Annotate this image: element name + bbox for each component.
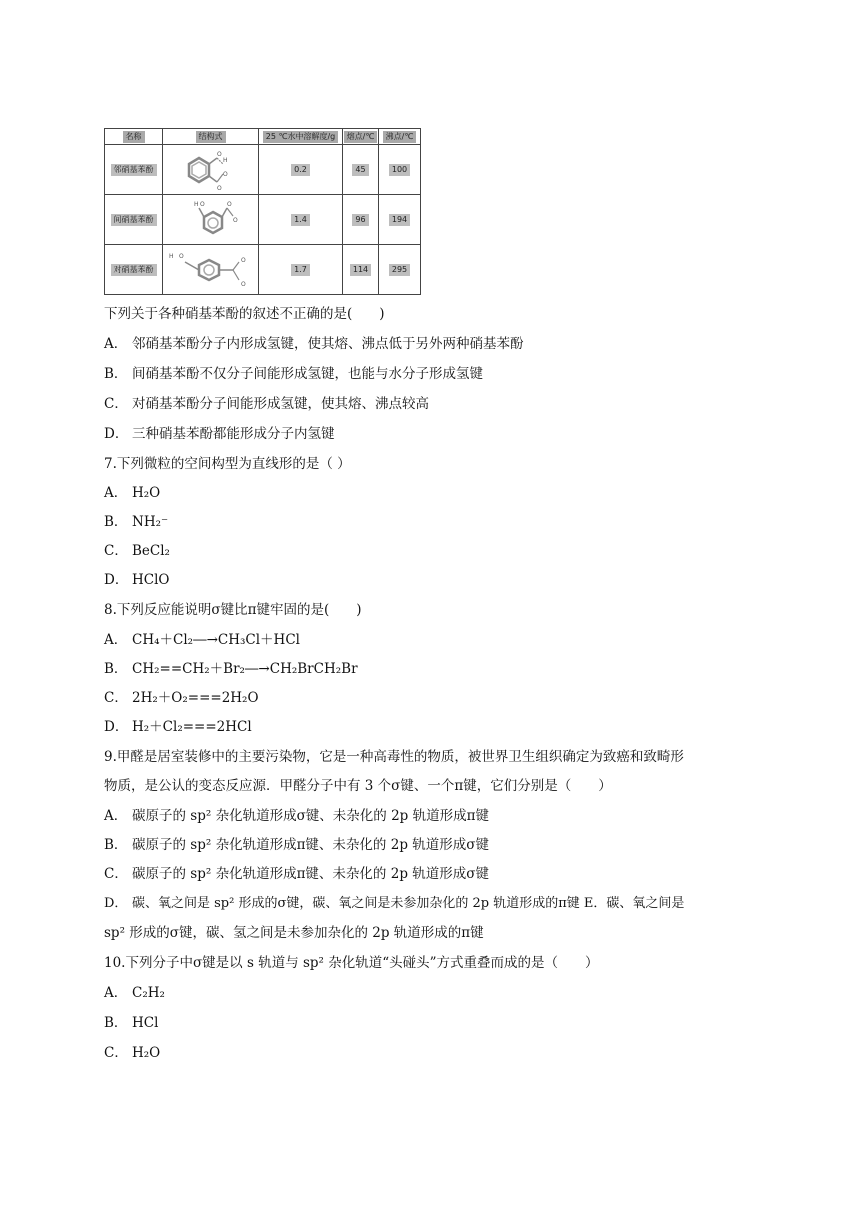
header-name: 名称 bbox=[105, 129, 163, 145]
q7-option-d: D． HClO bbox=[104, 572, 170, 588]
header-solubility: 25 ℃水中溶解度/g bbox=[259, 129, 343, 145]
q9-option-a: A． 碳原子的 sp² 杂化轨道形成σ键、未杂化的 2p 轨道形成π键 bbox=[104, 808, 489, 824]
q8-option-d: D． H₂＋Cl₂===2HCl bbox=[104, 719, 252, 735]
q8-option-c: C． 2H₂＋O₂===2H₂O bbox=[104, 690, 259, 706]
svg-text:O: O bbox=[226, 200, 232, 208]
q6-option-d: D． 三种硝基苯酚都能形成分子内氢键 bbox=[104, 426, 335, 442]
q9-stem-line1: 9.甲醛是居室装修中的主要污染物，它是一种高毒性的物质，被世界卫生组织确定为致癌和致畸形 bbox=[104, 749, 684, 765]
boiling-value: 194 bbox=[379, 195, 421, 245]
boiling-value: 100 bbox=[379, 145, 421, 195]
q8-stem: 8.下列反应能说明σ键比π键牢固的是( ) bbox=[104, 602, 362, 618]
solubility-value: 0.2 bbox=[259, 145, 343, 195]
q8-option-a: A． CH₄＋Cl₂―→CH₃Cl＋HCl bbox=[104, 632, 300, 648]
q9-option-b: B． 碳原子的 sp² 杂化轨道形成π键、未杂化的 2p 轨道形成σ键 bbox=[104, 837, 489, 853]
compound-name: 邻硝基苯酚 bbox=[105, 145, 163, 195]
svg-text:O: O bbox=[240, 256, 246, 264]
q7-option-b: B． NH₂⁻ bbox=[104, 514, 169, 530]
q7-option-c: C． BeCl₂ bbox=[104, 543, 170, 559]
table-row bbox=[105, 195, 421, 245]
svg-text:H: H bbox=[168, 252, 174, 260]
melting-value: 96 bbox=[343, 195, 379, 245]
svg-text:H: H bbox=[222, 156, 228, 164]
q7-option-a: A． H₂O bbox=[104, 485, 161, 501]
q9-option-c: C． 碳原子的 sp² 杂化轨道形成π键、未杂化的 2p 轨道形成σ键 bbox=[104, 866, 489, 882]
table-row bbox=[105, 245, 421, 295]
q8-option-b: B． CH₂==CH₂＋Br₂―→CH₂BrCH₂Br bbox=[104, 661, 358, 677]
header-boiling: 沸点/℃ bbox=[379, 129, 421, 145]
svg-text:O: O bbox=[232, 216, 238, 224]
svg-text:O: O bbox=[240, 280, 246, 288]
structure-para-image bbox=[163, 245, 259, 295]
compound-name: 间硝基苯酚 bbox=[105, 195, 163, 245]
q10-option-b: B． HCl bbox=[104, 1015, 159, 1031]
svg-text:O: O bbox=[216, 184, 222, 192]
boiling-value: 295 bbox=[379, 245, 421, 295]
svg-text:O: O bbox=[216, 150, 222, 158]
solubility-value: 1.7 bbox=[259, 245, 343, 295]
q10-stem: 10.下列分子中σ键是以 s 轨道与 sp² 杂化轨道“头碰头”方式重叠而成的是（ ） bbox=[104, 955, 599, 971]
q10-option-a: A． C₂H₂ bbox=[104, 985, 165, 1001]
q7-stem: 7.下列微粒的空间构型为直线形的是（ ） bbox=[104, 456, 351, 472]
compound-name: 对硝基苯酚 bbox=[105, 245, 163, 295]
svg-text:O: O bbox=[222, 170, 228, 178]
q10-option-c: C． H₂O bbox=[104, 1045, 161, 1061]
header-structure: 结构式 bbox=[163, 129, 259, 145]
table-header-row bbox=[105, 129, 421, 145]
svg-text:O: O bbox=[199, 200, 205, 208]
nitrophenol-table bbox=[104, 128, 421, 295]
q9-stem-line2: 物质，是公认的变态反应源．甲醛分子中有 3 个σ键、一个π键，它们分别是（ ） bbox=[104, 778, 612, 794]
structure-meta-image bbox=[163, 195, 259, 245]
q9-option-d-continuation: sp² 形成的σ键，碳、氢之间是未参加杂化的 2p 轨道形成的π键 bbox=[104, 925, 484, 941]
q6-option-c: C． 对硝基苯酚分子间能形成氢键，使其熔、沸点较高 bbox=[104, 396, 429, 412]
melting-value: 114 bbox=[343, 245, 379, 295]
solubility-value: 1.4 bbox=[259, 195, 343, 245]
svg-text:H: H bbox=[193, 200, 199, 208]
table-row bbox=[105, 145, 421, 195]
q6-option-b: B． 间硝基苯酚不仅分子间能形成氢键，也能与水分子形成氢键 bbox=[104, 366, 483, 382]
q6-stem: 下列关于各种硝基苯酚的叙述不正确的是( ) bbox=[104, 306, 385, 322]
q9-option-d: D． 碳、氧之间是 sp² 形成的σ键，碳、氧之间是未参加杂化的 2p 轨道形成的π键 E．碳、氧之间是 bbox=[104, 896, 685, 911]
header-melting: 熔点/℃ bbox=[343, 129, 379, 145]
svg-text:O: O bbox=[178, 252, 184, 260]
q6-option-a: A． 邻硝基苯酚分子内形成氢键，使其熔、沸点低于另外两种硝基苯酚 bbox=[104, 336, 524, 352]
melting-value: 45 bbox=[343, 145, 379, 195]
structure-ortho-image bbox=[163, 145, 259, 195]
